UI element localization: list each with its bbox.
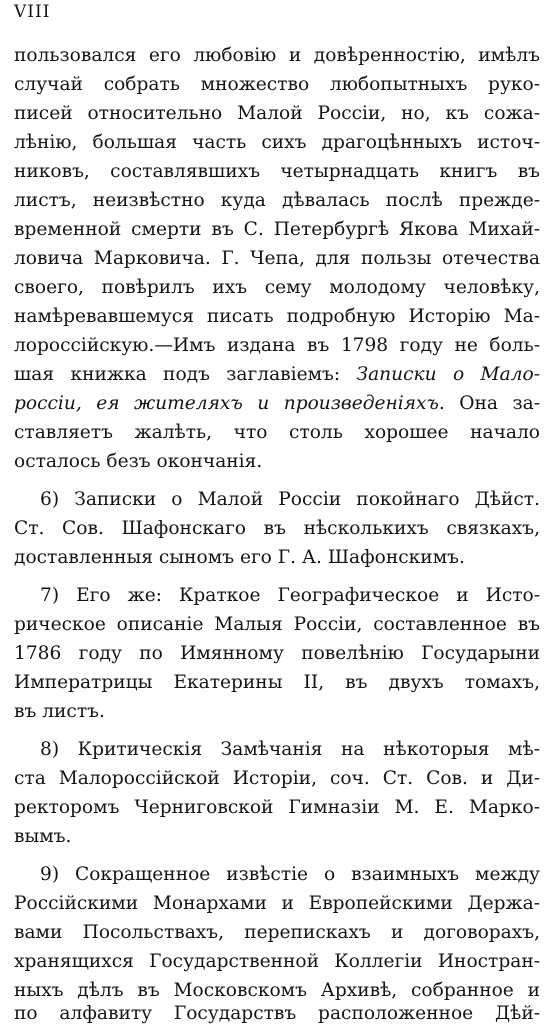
text-line-4: лѣнію, большая часть сихъ драгоцѣнныхъ источ- xyxy=(14,132,540,153)
text-line-9: своего, повѣрилъ ихъ сему молодому человѣку, xyxy=(14,277,540,298)
text-line-6: листъ, неизвѣстно куда дѣвалась послѣ прежде- xyxy=(14,190,540,211)
text-line-1: пользовался его любовію и довѣренностію, имѣлъ xyxy=(14,45,540,66)
item-7-line-3: 1786 году по Имянному повелѣнію Государыни xyxy=(14,643,540,664)
item-9-line-4: хранящихся Государственной Коллегіи Иностран- xyxy=(14,951,540,972)
book-title-italic-start: Записки о Мало- xyxy=(356,364,541,385)
text-line-14: ставляетъ жалѣть, что столь хорошее начало xyxy=(14,422,540,443)
item-6-line-3: доставленныя сыномъ его Г. А. Шафонскимъ. xyxy=(14,547,465,568)
text-line-11: лороссійскую.—Имъ издана въ 1798 году не боль- xyxy=(14,335,540,356)
item-9-line-3: вами Посольствахъ, перепискахъ и договорахъ, xyxy=(14,922,540,943)
text-line-3: писей относительно Малой Россіи, но, къ сожа- xyxy=(14,103,540,124)
item-9-line-5: ныхъ дѣлъ въ Московскомъ Архивѣ, собранное и xyxy=(14,980,540,1001)
text-line-2: случай собрать множество любопытныхъ руко- xyxy=(14,74,540,95)
book-title-italic-end: россіи, ея жителяхъ и произведеніяхъ xyxy=(14,393,439,414)
text-line-15: осталось безъ окончанія. xyxy=(14,451,263,472)
text-line-10: намѣревавшемуся писать подробную Исторію Ма- xyxy=(14,306,540,327)
text-line-5: никовъ, составлявшихъ четырнадцать книгъ въ xyxy=(14,161,540,182)
text-line-12 xyxy=(14,361,540,389)
item-9-line-1: 9) Сокращенное извѣстіе о взаимныхъ между xyxy=(40,864,540,885)
item-7-line-4: Императрицы Екатерины II, въ двухъ томахъ, xyxy=(14,672,540,693)
text-line-8: ловича Марковича. Г. Чепа, для пользы отечества xyxy=(14,248,540,269)
item-9-line-2: Россійскими Монархами и Европейскими Держа- xyxy=(14,893,540,914)
item-7-line-5: въ листъ. xyxy=(14,701,105,722)
text-line-7: временной смерти въ С. Петербургѣ Якова Михай- xyxy=(14,219,540,240)
page-number: VIII xyxy=(14,2,51,22)
text-line-13-regular: . Она за- xyxy=(438,393,540,414)
item-6-line-1: 6) Записки о Малой Россіи покойнаго Дѣйст. xyxy=(40,489,540,510)
item-8-line-1: 8) Критическія Замѣчанія на нѣкоторыя мѣ- xyxy=(40,739,540,760)
item-8-line-3: ректоромъ Черниговской Гимназіи М. Е. Марко- xyxy=(14,797,540,818)
item-8-line-2: ста Малороссійской Исторіи, соч. Ст. Сов. и Ди- xyxy=(14,768,540,789)
item-8-line-4: вымъ. xyxy=(14,826,72,847)
item-9-line-6: по алфавиту Государствъ расположенное Дѣй- xyxy=(14,1003,540,1024)
text-line-12-regular: шая книжка подъ заглавіемъ: xyxy=(14,364,357,385)
item-7-line-2: рическое описаніе Малыя Россіи, составленное въ xyxy=(14,614,540,635)
item-7-line-1: 7) Его же: Краткое Географическое и Исто- xyxy=(40,585,540,606)
text-line-13 xyxy=(14,390,540,418)
item-6-line-2: Ст. Сов. Шафонскаго въ нѣсколькихъ связкахъ, xyxy=(14,518,540,539)
